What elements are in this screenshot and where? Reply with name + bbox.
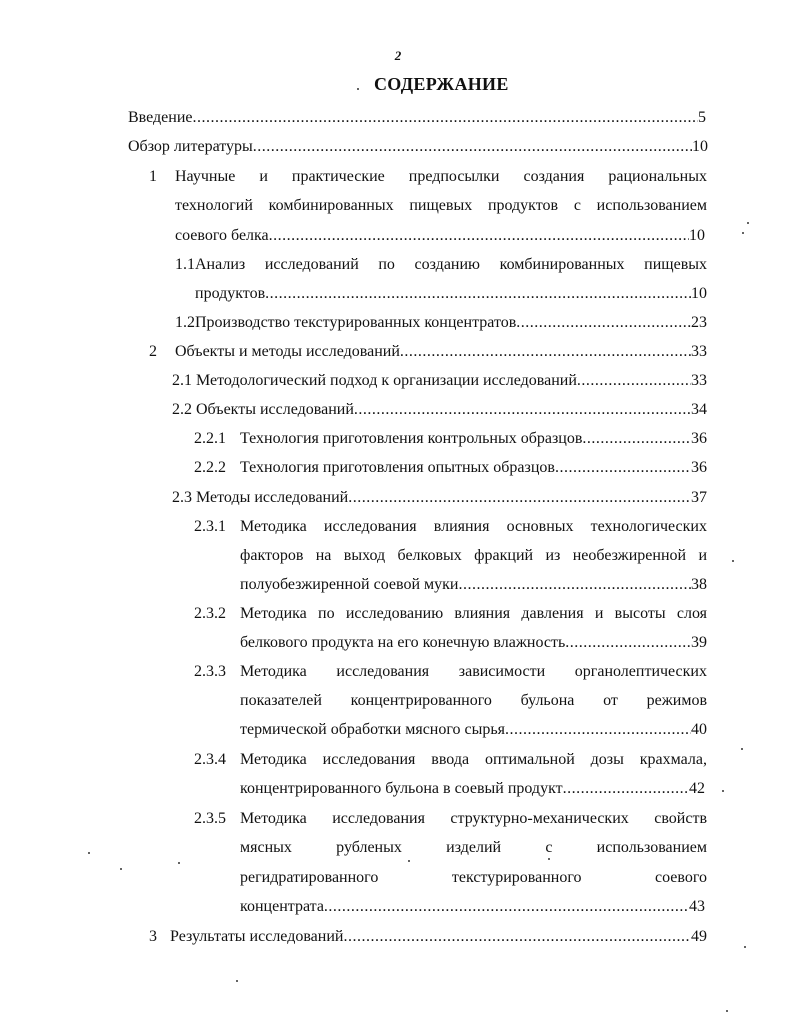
scan-speck (120, 868, 122, 870)
dot-leader (193, 108, 699, 128)
toc-entry-1-1-line1: 1.1Анализ исследований по созданию комбинированных пищевых (175, 256, 707, 273)
scan-speck (178, 862, 180, 864)
toc-number: 2 (149, 343, 157, 360)
toc-page: 49 (691, 928, 707, 945)
toc-entry-2-3-3-line1: Методика исследования зависимости органолептических (240, 663, 707, 680)
scan-speck (742, 232, 744, 234)
toc-number: 2.2.1 (194, 430, 226, 447)
scan-speck (732, 560, 734, 562)
toc-entry-2-2[interactable]: 2.2 Объекты исследований ..... 34 (172, 400, 707, 420)
toc-number: 2.3.2 (194, 605, 226, 622)
toc-number: 2.3.1 (194, 518, 226, 535)
scan-speck (744, 946, 746, 948)
dot-leader (555, 458, 691, 478)
toc-page: 5 (698, 109, 706, 126)
dot-leader (354, 400, 691, 420)
dot-leader (400, 342, 691, 362)
dot-leader (253, 137, 692, 157)
dot-leader (324, 897, 689, 917)
toc-entry-intro[interactable]: Введение ..... 5 (128, 108, 706, 128)
scan-speck (548, 858, 550, 860)
toc-number: 3 (149, 928, 157, 945)
dot-leader (458, 575, 691, 595)
toc-entry-2-3-1-line1: Методика исследования влияния основных технологических (240, 518, 707, 535)
dot-leader (348, 488, 691, 508)
dot-leader (563, 779, 689, 799)
toc-entry-1[interactable]: соевого белка ..... 10 (175, 226, 705, 246)
scan-speck (408, 860, 410, 862)
dot-leader (577, 371, 691, 391)
scan-speck (747, 222, 749, 224)
toc-page: 34 (691, 401, 707, 418)
scan-speck (88, 852, 90, 854)
toc-entry-2-3-3-line2: показателей концентрированного бульона от режимов (240, 692, 707, 709)
toc-entry-2-3-4-line1: Методика исследования ввода оптимальной дозы крахмала, (240, 751, 707, 768)
toc-number: 2.2.2 (194, 459, 226, 476)
toc-page: 10 (691, 285, 707, 302)
toc-entry-2[interactable]: Объекты и методы исследований ..... 33 (175, 342, 707, 362)
toc-entry-1-line2: технологий комбинированных пищевых продуктов с использованием (175, 197, 707, 214)
toc-entry-2-2-1[interactable]: Технология приготовления контрольных образцов ..... 36 (240, 429, 707, 449)
toc-entry-2-3-5-line1: Методика исследования структурно-механических свойств (240, 810, 707, 827)
toc-page: 23 (691, 314, 707, 331)
scan-speck (722, 790, 724, 792)
toc-entry-2-3-4[interactable]: концентрированного бульона в соевый продукт ..... 42 (240, 779, 705, 799)
page-number: 2 (394, 48, 402, 63)
toc-entry-2-3-5[interactable]: концентрата ..... 43 (240, 897, 705, 917)
toc-page: 39 (691, 634, 707, 651)
toc-number: 2.3.3 (194, 663, 226, 680)
toc-entry-1-line1: Научные и практические предпосылки создания рациональных (175, 168, 707, 185)
toc-page: 33 (691, 372, 707, 389)
toc-entry-1-1[interactable]: продуктов ..... 10 (195, 284, 707, 304)
toc-entry-2-3-1-line2: факторов на выход белковых фракций из необезжиренной и (240, 547, 707, 564)
dot-leader (265, 284, 691, 304)
dot-leader (582, 429, 691, 449)
toc-entry-2-1[interactable]: 2.1 Методологический подход к организации исследований ..... 33 (172, 371, 707, 391)
toc-page: 33 (691, 343, 707, 360)
dot-leader (269, 226, 689, 246)
toc-entry-3[interactable]: Результаты исследований ..... 49 (170, 927, 707, 947)
toc-entry-2-3-3[interactable]: термической обработки мясного сырья ..... 40 (240, 720, 707, 740)
toc-page: 38 (691, 576, 707, 593)
scan-speck (726, 1010, 728, 1012)
toc-entry-2-3-5-line2: мясных рубленых изделий с использованием (240, 839, 707, 856)
toc-page: 37 (691, 489, 707, 506)
toc-page: 10 (689, 227, 705, 244)
toc-number: 2.3.5 (194, 810, 226, 827)
toc-entry-2-3[interactable]: 2.3 Методы исследований ..... 37 (172, 488, 707, 508)
toc-page: 40 (691, 721, 707, 738)
dot-leader (505, 720, 691, 740)
toc-number: 2.3.4 (194, 751, 226, 768)
toc-entry-1-2[interactable]: 1.2Производство текстурированных концентратов ..... 23 (175, 313, 707, 333)
scan-speck (357, 88, 359, 90)
toc-entry-2-3-5-line3: регидратированного текстурированного соевого (240, 869, 707, 886)
dot-leader (565, 633, 691, 653)
scan-speck (741, 748, 743, 750)
toc-page: 42 (689, 780, 705, 797)
dot-leader (343, 927, 691, 947)
toc-entry-review[interactable]: Обзор литературы ..... 10 (128, 137, 708, 157)
toc-page: 43 (689, 898, 705, 915)
page-title: СОДЕРЖАНИЕ (374, 74, 509, 94)
toc-page: 36 (691, 430, 707, 447)
toc-entry-2-3-1[interactable]: полуобезжиренной соевой муки ..... 38 (240, 575, 707, 595)
toc-entry-2-2-2[interactable]: Технология приготовления опытных образцов ..... 36 (240, 458, 707, 478)
dot-leader (516, 313, 691, 333)
toc-page: 36 (691, 459, 707, 476)
toc-number: 1 (149, 168, 157, 185)
toc-entry-2-3-2[interactable]: белкового продукта на его конечную влажность ..... 39 (240, 633, 707, 653)
toc-page: 10 (692, 138, 708, 155)
scan-speck (236, 980, 238, 982)
toc-entry-2-3-2-line1: Методика по исследованию влияния давления и высоты слоя (240, 605, 707, 622)
